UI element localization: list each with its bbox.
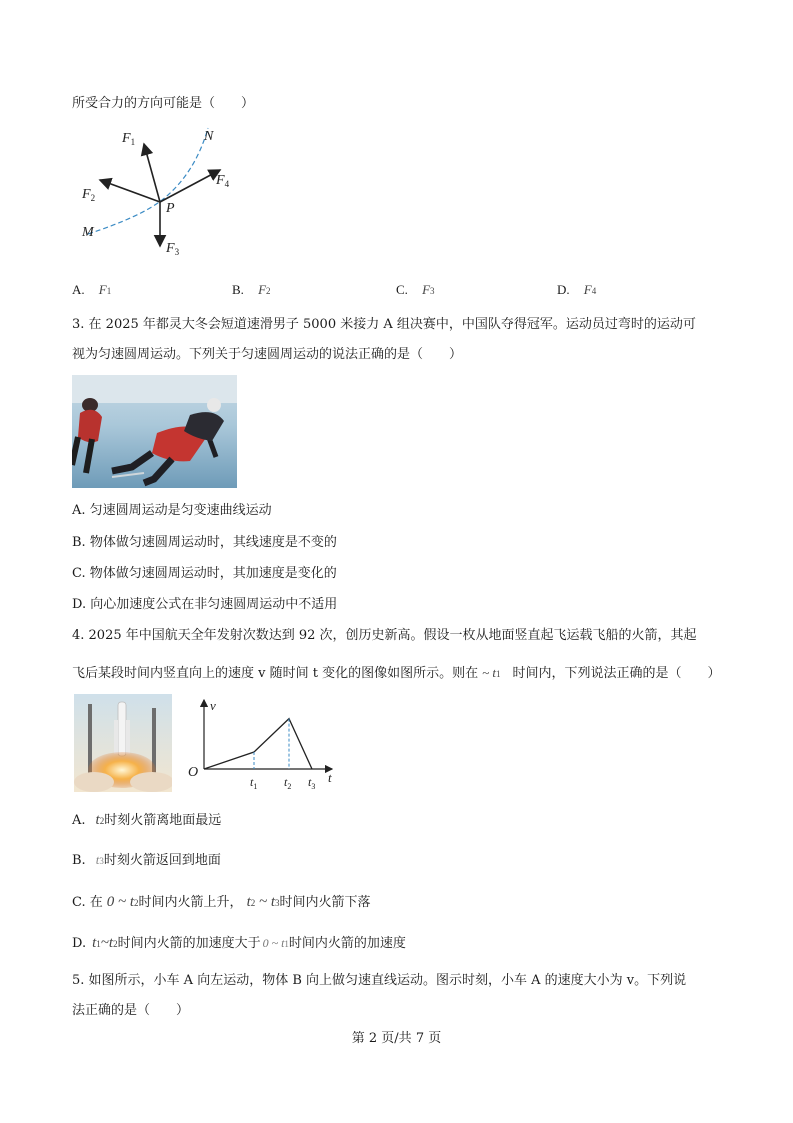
- q4-option-b: B. t3时刻火箭返回到地面: [72, 852, 221, 868]
- velocity-time-graph: [182, 696, 342, 792]
- force-f1-arrow: [144, 144, 160, 202]
- force-diagram: [70, 122, 250, 262]
- label-n: N: [204, 129, 214, 144]
- t3-label: $t_3$: [308, 775, 316, 791]
- q2-stem: 所受合力的方向可能是（ ）: [72, 96, 255, 111]
- speed-skating-photo: [72, 375, 237, 488]
- trajectory-curve: [88, 128, 208, 234]
- q3-option-b: B. 物体做匀速圆周运动时，其线速度是不变的: [72, 535, 337, 550]
- label-f1: $F_1$: [122, 131, 136, 147]
- q3-option-c: C. 物体做匀速圆周运动时，其加速度是变化的: [72, 566, 337, 581]
- force-f4-arrow: [160, 170, 220, 202]
- label-p: P: [166, 201, 175, 216]
- q4-option-d: D. t1~t2时间内火箭的加速度大于 0 ~ t1时间内火箭的加速度: [72, 935, 406, 951]
- q4-option-c: C. 在 0 ~ t2时间内火箭上升， t2 ~ t3时间内火箭下落: [72, 894, 371, 910]
- q2-option-c: C. F3: [396, 282, 435, 297]
- q2-option-b: B. F2: [232, 282, 271, 297]
- q5-stem-line2: 法正确的是（ ）: [72, 1003, 190, 1018]
- q5-stem-line1: 5. 如图所示，小车 A 向左运动，物体 B 向上做匀速直线运动。图示时刻，小车 A 的速度大小为 v。下列说: [72, 973, 687, 988]
- q3-option-d: D. 向心加速度公式在非匀速圆周运动中不适用: [72, 597, 338, 612]
- q3-option-a: A. 匀速圆周运动是匀变速曲线运动: [72, 503, 272, 518]
- q2-option-a: A. F1: [72, 282, 112, 297]
- q3-stem-line1: 3. 在 2025 年都灵大冬会短道速滑男子 5000 米接力 A 组决赛中，中国队夺得冠军。运动员过弯时的运动可: [72, 317, 696, 332]
- page-footer: 第 2 页/共 7 页: [351, 1031, 442, 1046]
- force-f2-arrow: [100, 180, 160, 202]
- t1-label: $t_1$: [250, 775, 258, 791]
- label-m: M: [82, 225, 94, 240]
- label-f4: $F_4$: [216, 173, 230, 189]
- t-axis-label: t: [328, 770, 332, 785]
- q4-stem-line1: 4. 2025 年中国航天全年发射次数达到 92 次，创历史新高。假设一枚从地面竖直起飞运载飞船的火箭，其起: [72, 628, 697, 643]
- label-f2: $F_2$: [82, 187, 96, 203]
- t2-label: $t_2$: [284, 775, 292, 791]
- velocity-line: [204, 719, 312, 769]
- origin-label: O: [188, 765, 199, 780]
- q4-option-a: A. t2时刻火箭离地面最远: [72, 812, 222, 828]
- v-axis-label: v: [210, 698, 216, 713]
- q2-option-d: D. F4: [557, 282, 597, 297]
- label-f3: $F_3$: [166, 241, 180, 257]
- q3-stem-line2: 视为匀速圆周运动。下列关于匀速圆周运动的说法正确的是（ ）: [72, 347, 463, 362]
- rocket-launch-photo: [74, 694, 172, 792]
- q4-stem-line2: 飞后某段时间内竖直向上的速度 v 随时间 t 变化的图像如图所示。则在 ~ t1 时间内，下列说法正确的是（ ）: [72, 665, 721, 681]
